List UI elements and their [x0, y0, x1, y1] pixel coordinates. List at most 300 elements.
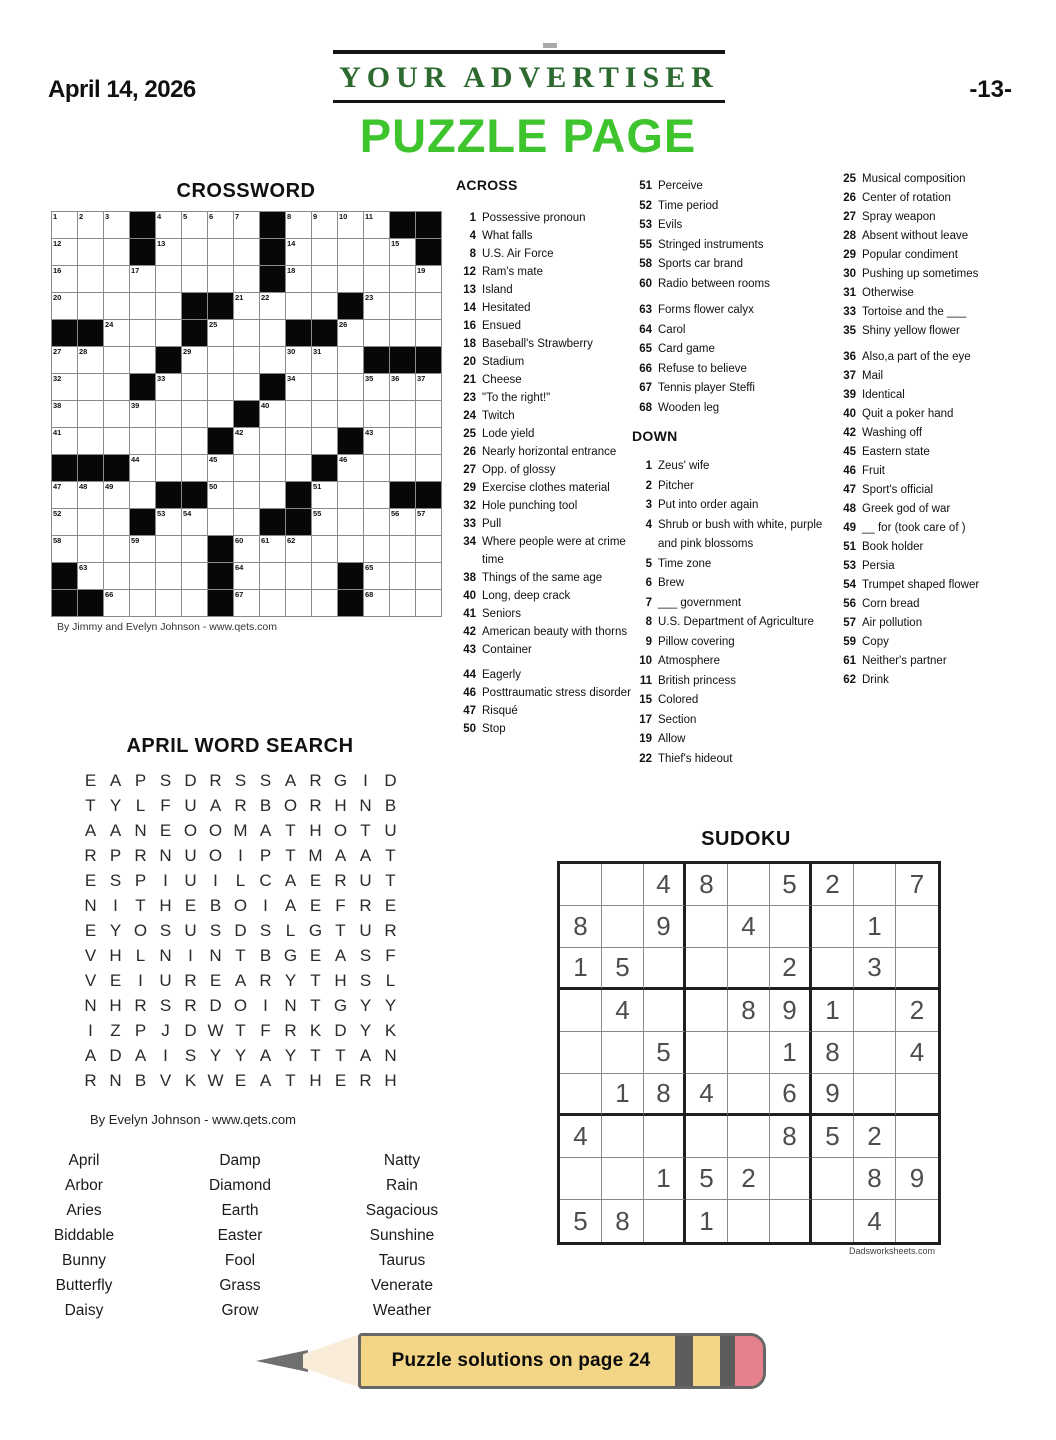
word-search-letter: S [159, 770, 172, 790]
clue-text: Perceive [658, 180, 703, 192]
crossword-black-cell [156, 347, 181, 373]
clue-number: 38 [463, 572, 476, 584]
word-search-letter: A [109, 820, 122, 840]
word-search-letter: A [109, 770, 122, 790]
clue-text: Sports car brand [658, 258, 744, 270]
clue-text: Otherwise [862, 287, 914, 299]
crossword-cell [390, 293, 415, 319]
pencil-body [358, 1333, 766, 1389]
word-search-letter: U [184, 795, 197, 815]
clue-item [456, 515, 634, 533]
clue-text: Card game [658, 343, 715, 355]
clue-item [632, 750, 828, 770]
word-search-letter: O [208, 845, 223, 865]
sudoku-given-cell: 9 [812, 1074, 854, 1116]
clue-item [632, 379, 828, 399]
crossword-cell [364, 212, 389, 238]
word-search-letter: R [309, 795, 322, 815]
crossword-black-cell [208, 293, 233, 319]
crossword-cell [52, 212, 77, 238]
clue-text: ___ government [658, 596, 742, 609]
word-search-letter: E [84, 870, 97, 890]
clue-text: Fruit [862, 465, 885, 477]
clue-item [632, 360, 828, 380]
word-search-letter: S [184, 1045, 197, 1065]
crossword-black-cell [78, 455, 103, 481]
clue-number: 31 [843, 287, 856, 299]
crossword-cell [78, 212, 103, 238]
crossword-cell-number: 64 [235, 563, 244, 572]
crossword-cell [234, 482, 259, 508]
word-search-letter: V [84, 945, 97, 965]
clue-text: Washing off [862, 427, 923, 439]
clue-number: 43 [463, 644, 476, 656]
word-search-letter: D [384, 770, 397, 790]
crossword-cell [312, 482, 337, 508]
crossword-cell [416, 455, 441, 481]
sudoku-given-cell: 1 [854, 906, 896, 948]
crossword-cell [234, 293, 259, 319]
crossword-cell [130, 563, 155, 589]
word-search-letter: U [384, 820, 397, 840]
word-search-letter: R [84, 845, 97, 865]
crossword-cell [156, 509, 181, 535]
crossword-cell-number: 49 [105, 482, 114, 491]
clue-text: British princess [658, 674, 736, 687]
clue-number: 9 [645, 635, 652, 648]
clue-number: 30 [843, 268, 856, 280]
crossword-cell [260, 482, 285, 508]
clue-text: Nearly horizontal entrance [482, 446, 617, 458]
crossword-cell [338, 482, 363, 508]
sudoku-empty-cell [854, 990, 896, 1032]
clue-item [456, 623, 634, 641]
sudoku-given-cell: 1 [560, 948, 602, 990]
clue-item [836, 405, 1036, 424]
sudoku-credit: Dadsworksheets.com [848, 1246, 935, 1256]
clue-item [836, 595, 1036, 614]
sudoku-given-cell: 4 [854, 1200, 896, 1242]
clue-text: Book holder [862, 541, 924, 553]
word-search-letter: B [259, 795, 272, 815]
clue-number: 14 [463, 302, 476, 314]
clue-item [632, 613, 828, 633]
word-search-letter: B [209, 895, 222, 915]
word-search-letter: T [235, 945, 246, 965]
crossword-cell [234, 590, 259, 616]
word-search-letter: I [213, 870, 218, 890]
clue-number: 44 [463, 669, 476, 681]
crossword-cell [104, 428, 129, 454]
across-header: ACROSS [456, 177, 518, 193]
clue-item [836, 246, 1036, 265]
word-search-letter: Y [234, 1045, 247, 1065]
crossword-cell [156, 239, 181, 265]
crossword-cell [78, 482, 103, 508]
word-list-word: Rain [386, 1177, 418, 1194]
clue-number: 61 [843, 655, 856, 667]
clue-item [456, 353, 634, 371]
crossword-cell [416, 536, 441, 562]
crossword-cell [234, 374, 259, 400]
clue-item [632, 177, 828, 197]
word-list-word: Sagacious [365, 1202, 439, 1219]
crossword-cell [104, 212, 129, 238]
crossword-cell [416, 401, 441, 427]
crossword-cell [78, 428, 103, 454]
crossword-cell [416, 320, 441, 346]
crossword-cell [338, 347, 363, 373]
word-list-word: Venerate [370, 1277, 434, 1294]
clue-text: Hesitated [482, 302, 531, 314]
crossword-black-cell [130, 239, 155, 265]
word-search-letter: T [310, 1045, 321, 1065]
sudoku-empty-cell [896, 948, 938, 990]
crossword-cell [156, 590, 181, 616]
clue-text: Pitcher [658, 479, 694, 492]
word-list-word: Aries [66, 1202, 102, 1219]
clue-text: Air pollution [862, 617, 923, 629]
clue-number: 16 [463, 320, 476, 332]
crossword-cell [234, 428, 259, 454]
crossword-cell [416, 374, 441, 400]
clue-item [632, 216, 828, 236]
pencil-band-icon [720, 1336, 735, 1386]
word-search-letter: A [284, 895, 297, 915]
word-search-letter: I [113, 895, 118, 915]
word-search-letter: O [333, 820, 348, 840]
clue-number: 56 [843, 598, 856, 610]
crossword-cell [312, 266, 337, 292]
clue-number: 27 [463, 464, 476, 476]
clue-text: Quit a poker hand [862, 408, 954, 420]
word-search-letter: L [235, 870, 246, 890]
sudoku-given-cell: 2 [896, 990, 938, 1032]
clue-text: Pillow covering [658, 635, 735, 648]
pencil-banner [256, 1331, 766, 1391]
crossword-black-cell [260, 266, 285, 292]
sudoku-empty-cell [602, 906, 644, 948]
clue-number: 13 [463, 284, 476, 296]
crossword-cell-number: 6 [209, 212, 214, 221]
word-list-column [0, 1148, 168, 1323]
crossword-cell [156, 320, 181, 346]
crossword-black-cell [364, 347, 389, 373]
crossword-cell [130, 482, 155, 508]
word-search-letter: K [384, 1020, 397, 1040]
word-search-letter: T [310, 995, 321, 1015]
clue-number: 8 [645, 616, 652, 628]
crossword-cell [104, 293, 129, 319]
clue-number: 2 [645, 479, 652, 492]
clue-text: Mail [862, 370, 884, 382]
clue-number: 22 [639, 752, 652, 765]
crossword-cell [182, 455, 207, 481]
crossword-black-cell [208, 536, 233, 562]
crossword-black-cell [52, 590, 77, 616]
crossword-cell [130, 536, 155, 562]
word-search-letter: D [184, 1020, 197, 1040]
sudoku-empty-cell [770, 1158, 812, 1200]
crossword-cell [104, 320, 129, 346]
word-search-letter: H [334, 795, 347, 815]
crossword-cell [312, 590, 337, 616]
clue-item [456, 720, 634, 738]
crossword-cell [312, 212, 337, 238]
crossword-cell [208, 212, 233, 238]
word-search-letter: S [359, 970, 372, 990]
word-search-letter: L [285, 920, 296, 940]
clue-number: 11 [639, 674, 652, 687]
sudoku-given-cell: 4 [686, 1074, 728, 1116]
word-search-letter: S [234, 770, 247, 790]
sudoku-given-cell: 5 [770, 864, 812, 906]
word-search-letter: N [84, 995, 97, 1015]
sudoku-empty-cell [602, 1158, 644, 1200]
crossword-cell [260, 563, 285, 589]
crossword-cell [338, 239, 363, 265]
crossword-cell [312, 347, 337, 373]
clue-text: Long, deep crack [482, 590, 571, 602]
crossword-cell [182, 374, 207, 400]
sudoku-given-cell: 2 [854, 1116, 896, 1158]
clue-text: Absent without leave [862, 230, 969, 242]
crossword-cell [208, 374, 233, 400]
crossword-cell-number: 27 [53, 347, 62, 356]
crossword-cell [364, 536, 389, 562]
word-search-letter: H [334, 970, 347, 990]
sudoku-empty-cell [686, 990, 728, 1032]
clue-item [836, 208, 1036, 227]
clue-text: Cheese [482, 374, 522, 386]
crossword-cell [156, 374, 181, 400]
crossword-cell-number: 55 [313, 509, 322, 518]
word-search-letter: R [184, 970, 197, 990]
sudoku-given-cell: 8 [854, 1158, 896, 1200]
down-clues-part1 [632, 457, 828, 769]
word-search-letter: S [159, 995, 172, 1015]
word-search-letter: A [284, 870, 297, 890]
crossword-cell [156, 401, 181, 427]
word-list-word: Natty [383, 1152, 421, 1169]
crossword-cell [338, 374, 363, 400]
crossword-cell [182, 563, 207, 589]
word-search-letter: E [384, 895, 397, 915]
word-search-letter: T [360, 820, 371, 840]
crossword-cell [364, 563, 389, 589]
clue-number: 51 [843, 541, 856, 553]
word-search-letter: M [308, 845, 323, 865]
word-search-letter: H [109, 995, 122, 1015]
word-search-letter: V [159, 1070, 172, 1090]
sudoku-empty-cell [812, 906, 854, 948]
word-search-letter: P [134, 1020, 147, 1040]
clue-text: Carol [658, 323, 686, 336]
crossword-cell-number: 22 [261, 293, 270, 302]
sudoku-empty-cell [686, 1116, 728, 1158]
crossword-cell [416, 428, 441, 454]
clue-number: 41 [463, 608, 476, 620]
clue-number: 32 [463, 500, 476, 512]
crossword-cell-number: 52 [53, 509, 62, 518]
clue-item [632, 301, 828, 321]
word-search-letter: L [135, 945, 146, 965]
sudoku-given-cell: 9 [644, 906, 686, 948]
crossword-black-cell [286, 509, 311, 535]
word-search-letter: A [209, 795, 222, 815]
crossword-cell [156, 536, 181, 562]
clue-number: 24 [463, 410, 476, 422]
sudoku-given-cell: 1 [770, 1032, 812, 1074]
word-search-letter: S [259, 920, 272, 940]
clue-text: Copy [862, 636, 889, 648]
across-clues-part1 [456, 209, 634, 738]
clue-item [836, 348, 1036, 367]
clue-item [632, 555, 828, 575]
word-search-letter: A [259, 820, 272, 840]
crossword-cell [104, 347, 129, 373]
sudoku-empty-cell [560, 864, 602, 906]
word-search-letter: B [134, 1070, 147, 1090]
crossword-black-cell [52, 455, 77, 481]
clue-number: 68 [639, 401, 652, 414]
crossword-cell [390, 239, 415, 265]
crossword-cell-number: 60 [235, 536, 244, 545]
crossword-black-cell [130, 374, 155, 400]
word-search-letter: J [161, 1020, 170, 1040]
crossword-grid [51, 211, 442, 617]
word-list-word: Arbor [65, 1177, 103, 1194]
crossword-cell [78, 266, 103, 292]
clue-number: 42 [843, 427, 856, 439]
clue-item [456, 389, 634, 407]
clue-item [836, 538, 1036, 557]
sudoku-given-cell: 5 [602, 948, 644, 990]
sudoku-empty-cell [728, 1116, 770, 1158]
clue-text: Ensued [482, 320, 522, 332]
crossword-cell [286, 212, 311, 238]
crossword-cell [260, 401, 285, 427]
sudoku-given-cell: 8 [812, 1032, 854, 1074]
clue-number: 29 [463, 482, 476, 494]
crossword-cell-number: 8 [287, 212, 292, 221]
clue-text: Things of the same age [482, 572, 603, 584]
crossword-black-cell [416, 482, 441, 508]
crossword-cell [364, 401, 389, 427]
crossword-cell-number: 48 [79, 482, 88, 491]
pencil-tip-icon [256, 1350, 308, 1372]
sudoku-empty-cell [896, 1116, 938, 1158]
word-search-letter: E [234, 1070, 247, 1090]
word-search-letter: F [335, 895, 346, 915]
sudoku-empty-cell [854, 1032, 896, 1074]
word-search-letter: P [259, 845, 272, 865]
sudoku-given-cell: 4 [644, 864, 686, 906]
clue-item [632, 321, 828, 341]
clue-item [456, 497, 634, 515]
clue-item [456, 299, 634, 317]
clue-item [836, 424, 1036, 443]
clue-number: 49 [843, 522, 856, 534]
clue-number: 55 [639, 238, 652, 251]
clue-item [456, 587, 634, 605]
clue-item [456, 317, 634, 335]
clue-number: 4 [469, 230, 476, 242]
word-search-letter: N [134, 820, 147, 840]
crossword-cell-number: 59 [131, 536, 140, 545]
sudoku-empty-cell [812, 1158, 854, 1200]
clue-text: Persia [862, 560, 895, 572]
word-list-word: Grass [219, 1277, 261, 1294]
clue-text: Risqué [482, 705, 518, 717]
clue-number: 54 [843, 579, 856, 591]
word-search-letter: C [259, 870, 272, 890]
word-list-word: April [68, 1152, 100, 1169]
crossword-cell [104, 239, 129, 265]
word-search-letter: A [259, 1045, 272, 1065]
word-list-word: Damp [219, 1152, 261, 1169]
crossword-cell [364, 293, 389, 319]
crossword-cell-number: 56 [391, 509, 400, 518]
sudoku-empty-cell [728, 948, 770, 990]
clue-item [632, 236, 828, 256]
word-search-letter: H [384, 1070, 397, 1090]
word-search-letter: E [84, 920, 97, 940]
down-clues-part2 [836, 170, 1036, 690]
word-search-letter: P [109, 845, 122, 865]
crossword-black-cell [156, 482, 181, 508]
crossword-cell [52, 428, 77, 454]
word-search-letter: F [385, 945, 396, 965]
word-search-letter: S [109, 870, 122, 890]
clue-number: 1 [645, 460, 652, 472]
clue-number: 64 [639, 323, 652, 336]
crossword-black-cell [416, 347, 441, 373]
word-list-word: Fool [224, 1252, 256, 1269]
sudoku-given-cell: 9 [770, 990, 812, 1032]
clue-number: 65 [639, 343, 652, 355]
page-title: PUZZLE PAGE [359, 109, 697, 162]
clue-text: Spray weapon [862, 211, 936, 223]
clue-text: Stop [482, 723, 506, 735]
crossword-cell [78, 239, 103, 265]
sudoku-empty-cell [602, 864, 644, 906]
crossword-cell [260, 293, 285, 319]
clue-text: Forms flower calyx [658, 304, 754, 316]
crossword-cell [156, 293, 181, 319]
sudoku-given-cell: 4 [602, 990, 644, 1032]
sudoku-given-cell: 6 [770, 1074, 812, 1116]
crossword-cell-number: 12 [53, 239, 62, 248]
word-search-letter: A [84, 820, 97, 840]
crossword-cell [338, 536, 363, 562]
crossword-cell [52, 509, 77, 535]
word-search-letter: T [335, 920, 346, 940]
clue-text: Neither's partner [862, 655, 947, 667]
clue-number: 8 [469, 248, 476, 260]
word-search-letter: G [308, 920, 323, 940]
crossword-black-cell [52, 320, 77, 346]
clue-text: Identical [862, 389, 905, 401]
clue-number: 47 [843, 484, 856, 496]
crossword-cell [416, 590, 441, 616]
clue-text: Pull [482, 518, 502, 530]
clue-item [836, 462, 1036, 481]
crossword-cell [104, 509, 129, 535]
crossword-cell [52, 347, 77, 373]
crossword-cell-number: 44 [131, 455, 140, 464]
crossword-cell-number: 7 [235, 212, 240, 221]
